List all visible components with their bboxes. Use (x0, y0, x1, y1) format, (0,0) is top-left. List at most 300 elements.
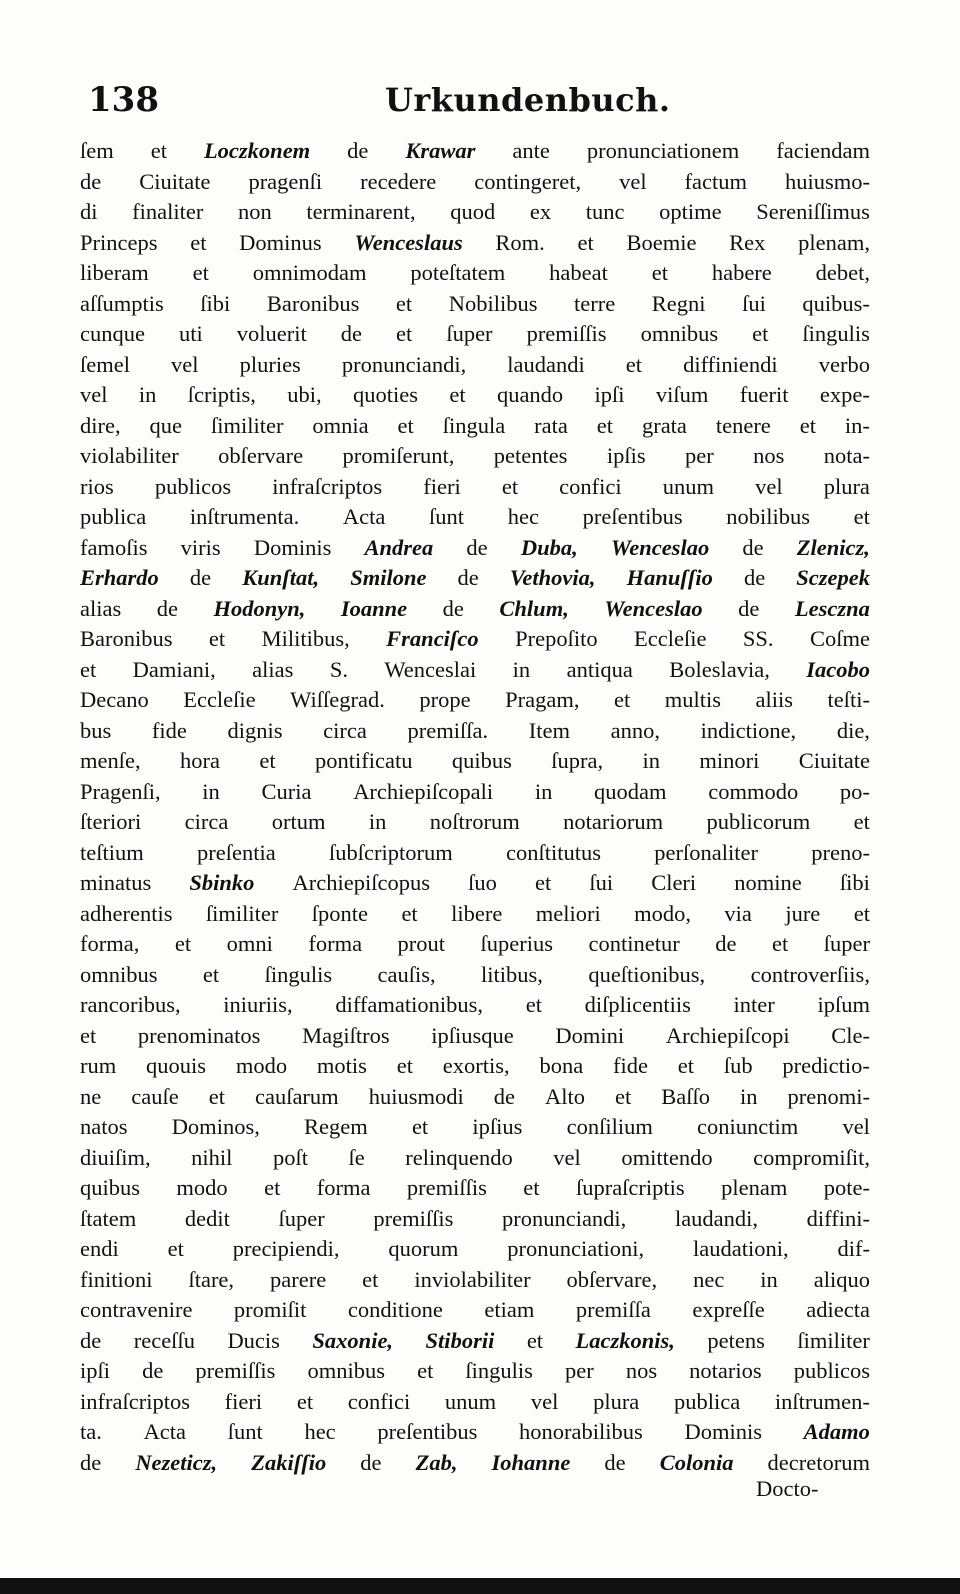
italic-name: Andrea (364, 534, 434, 560)
text-line (80, 197, 870, 228)
word: in (534, 778, 553, 804)
italic-name: Saxonie, (312, 1327, 394, 1353)
word: prenomi- (787, 1083, 870, 1109)
word: et (526, 1327, 544, 1353)
word: tunc (585, 199, 625, 224)
word: exortis, (442, 1053, 510, 1078)
word: Dominos, (171, 1114, 260, 1139)
word: rata (534, 412, 568, 438)
word: pronunciandi, (341, 351, 467, 377)
word: quodam (594, 778, 667, 804)
word: de (142, 1358, 164, 1383)
word: plura (823, 473, 870, 499)
word: ante (512, 138, 550, 163)
word: premiſſa (575, 1297, 651, 1322)
word: de (189, 565, 212, 590)
word: forma (316, 1175, 371, 1200)
word: petentes (493, 443, 568, 468)
word: controverſiis, (750, 961, 870, 987)
text-line (80, 1387, 870, 1418)
word: vel (755, 473, 783, 499)
word: vel (619, 168, 647, 194)
word: nobilibus (726, 504, 811, 529)
word: liberam (80, 260, 149, 285)
word: debet, (815, 260, 870, 285)
word: precipiendi, (232, 1236, 340, 1261)
word: aliis (755, 687, 793, 712)
word: violabiliter (80, 443, 179, 468)
word: per (565, 1358, 594, 1383)
word: ſunt (227, 1419, 263, 1444)
word: de (466, 534, 488, 560)
text-line (80, 1356, 870, 1387)
word: pontificatu (314, 748, 413, 773)
word: infraſcriptos (80, 1388, 190, 1414)
word: ſuper (446, 321, 493, 346)
word: petens (707, 1327, 765, 1353)
running-title: Urkundenbuch. (385, 81, 671, 119)
word: diſplicentiis (584, 992, 691, 1017)
word: et (396, 321, 413, 346)
text-line (80, 685, 870, 716)
word: omittendo (621, 1144, 713, 1170)
scan-bottom-edge (0, 1578, 960, 1594)
word: in (760, 1266, 778, 1292)
word: nec (693, 1266, 725, 1292)
word: viſum (655, 382, 709, 407)
word: confici (559, 473, 622, 499)
word: Regni (651, 290, 706, 316)
text-line (80, 1082, 870, 1113)
word: Boleslavia, (669, 656, 770, 682)
page-header (80, 78, 870, 128)
word: obſervare (218, 443, 304, 468)
word: inſtrumen- (774, 1388, 870, 1414)
word: et (651, 260, 668, 285)
italic-name: Zakiſſio (251, 1449, 327, 1475)
word: huiusmo- (784, 168, 870, 194)
italic-name: Chlum, (499, 595, 569, 621)
italic-name: Wenceslao (610, 534, 710, 560)
word: que (149, 412, 183, 438)
text-line (80, 1143, 870, 1174)
word: grata (641, 412, 687, 438)
word: Dominus (239, 229, 322, 255)
word: Eccleſie (183, 687, 256, 712)
word: et (190, 229, 207, 255)
word: po- (839, 778, 870, 804)
word: omnibus (307, 1358, 386, 1383)
word: inſtrumenta. (189, 504, 300, 529)
word: ipſum (817, 992, 870, 1017)
text-line (80, 258, 870, 289)
word: Regem (304, 1114, 368, 1139)
word: habere (711, 260, 772, 285)
word: adherentis (80, 900, 173, 926)
word: de (80, 1449, 102, 1475)
word: et (417, 1358, 434, 1383)
word: Rex (729, 229, 766, 255)
word: rancoribus, (80, 992, 181, 1017)
word: de (738, 595, 760, 621)
word: in- (844, 412, 870, 438)
word: commodo (708, 778, 799, 804)
word: Curia (261, 778, 312, 804)
word: quibus- (802, 290, 870, 316)
word: inviolabiliter (414, 1266, 531, 1292)
word: ſtare, (188, 1266, 235, 1292)
word: ſuper (823, 931, 870, 956)
word: quando (496, 382, 564, 407)
word: rios (80, 473, 114, 499)
word: plura (593, 1388, 640, 1414)
word: nomine (734, 870, 802, 895)
word: et (534, 870, 552, 895)
word: anno, (610, 717, 660, 743)
word: conſtitutus (506, 839, 601, 865)
page-number: 138 (88, 80, 159, 120)
text-line (80, 624, 870, 655)
text-line (80, 868, 870, 899)
word: et (395, 290, 413, 316)
word: et (362, 1266, 379, 1292)
word: viris (180, 534, 221, 560)
word: et (150, 138, 167, 163)
word: diffini- (806, 1205, 870, 1231)
word: Dominis (684, 1419, 762, 1444)
word: contingeret, (474, 168, 582, 194)
word: et (449, 382, 466, 407)
word: non (237, 199, 272, 224)
text-line (80, 1448, 870, 1479)
word: Rom. (495, 229, 545, 255)
text-line (80, 746, 870, 777)
word: voluerit (236, 321, 307, 346)
word: dedit (184, 1205, 230, 1231)
word: Militibus, (261, 626, 350, 651)
word: Damiani, (132, 656, 216, 682)
word: et (614, 1083, 632, 1109)
word: et (259, 748, 276, 773)
word: aſſumptis (80, 290, 164, 316)
word: ſubſcriptorum (329, 839, 453, 865)
word: alias (252, 656, 294, 682)
word: vel (842, 1114, 870, 1139)
word: Acta (143, 1419, 187, 1444)
italic-name: Sczepek (796, 565, 870, 590)
word: et (192, 260, 209, 285)
word: Ducis (227, 1327, 280, 1353)
word: multis (664, 687, 721, 712)
word: plenam, (798, 229, 870, 255)
word: laudandi (507, 351, 585, 377)
word: minori (699, 748, 760, 773)
italic-name: Nezeticz, (135, 1449, 218, 1475)
word: unum (444, 1388, 497, 1414)
word: Coſme (809, 626, 870, 651)
word: fieri (224, 1388, 263, 1414)
word: Archiepiſcopali (353, 778, 494, 804)
text-line (80, 319, 870, 350)
word: Cleri (651, 870, 697, 895)
word: prope (419, 687, 471, 712)
word: ipſis (606, 443, 646, 468)
word: ſimiliter (210, 412, 284, 438)
word: decretorum (767, 1449, 870, 1475)
italic-name: Stiborii (425, 1327, 495, 1353)
word: ſupra, (551, 748, 604, 773)
word: dire, (80, 412, 121, 438)
word: Wenceslai (384, 656, 477, 682)
word: quorum (388, 1236, 459, 1261)
word: ipſiusque (431, 1022, 514, 1048)
word: ſui (742, 290, 766, 316)
word: expreſſe (692, 1297, 765, 1322)
word: dif- (837, 1236, 870, 1261)
word: ſteriori (80, 809, 142, 834)
word: notarios (689, 1358, 762, 1383)
word: SS. (742, 626, 774, 651)
body-text (80, 136, 870, 1478)
word: faciendam (776, 138, 870, 163)
text-line (80, 807, 870, 838)
italic-name: Zab, (415, 1449, 458, 1475)
word: ta. (80, 1419, 102, 1444)
word: premiſſis (373, 1205, 454, 1231)
italic-name: Wenceslao (604, 595, 703, 621)
word: teſtium (80, 839, 144, 865)
word: de (442, 595, 464, 621)
word: modo (176, 1175, 228, 1200)
word: pronunciationi, (507, 1236, 645, 1261)
word: et (613, 687, 631, 712)
word: Item (528, 717, 570, 743)
text-line (80, 899, 870, 930)
text-line (80, 289, 870, 320)
word: et (596, 412, 614, 438)
word: finitioni (80, 1266, 153, 1292)
word: in (642, 748, 660, 773)
word: fuerit (739, 382, 789, 407)
word: omnibus (80, 961, 158, 987)
word: de (340, 321, 363, 346)
word: et (523, 1175, 540, 1200)
word: de (360, 1449, 382, 1475)
word: litibus, (481, 961, 543, 987)
word: in (739, 1083, 758, 1109)
word: Magiſtros (302, 1022, 390, 1048)
word: et (853, 900, 870, 926)
word: huiusmodi (368, 1083, 464, 1109)
word: rum (80, 1053, 117, 1078)
word: inter (733, 992, 775, 1017)
word: forma (308, 931, 363, 956)
word: cauſis, (377, 961, 436, 987)
word: ortum (271, 809, 326, 834)
word: optime (659, 199, 722, 224)
word: ipſi (80, 1358, 111, 1383)
word: bus (80, 717, 112, 743)
word: continetur (588, 931, 680, 956)
word: publicorum (706, 809, 811, 834)
word: finaliter (132, 199, 204, 224)
word: terminarent, (306, 199, 416, 224)
word: iniuriis, (223, 992, 293, 1017)
word: verbo (818, 351, 870, 377)
word: ſibi (200, 290, 231, 316)
italic-name: Franciſco (386, 626, 479, 651)
word: etiam (484, 1297, 535, 1322)
word: ſem (80, 138, 114, 163)
word: noſtrorum (429, 809, 520, 834)
word: Baſſo (661, 1083, 710, 1109)
word: Pragam, (505, 687, 580, 712)
word: preſentibus (582, 504, 683, 529)
word: circa (184, 809, 229, 834)
text-line (80, 594, 870, 625)
word: et (208, 626, 226, 651)
word: teſti- (827, 687, 870, 712)
word: expe- (819, 382, 870, 407)
word: in (138, 382, 157, 407)
word: Boemie (626, 229, 697, 255)
word: et (525, 992, 542, 1017)
text-line (80, 380, 870, 411)
word: fide (613, 1053, 648, 1078)
word: preno- (811, 839, 870, 865)
word: ſunt (429, 504, 465, 529)
word: et (752, 321, 769, 346)
word: Sereniſſimus (756, 199, 870, 224)
italic-name: Kunſtat, (242, 565, 320, 590)
word: et (501, 473, 519, 499)
word: vel (171, 351, 199, 377)
text-line (80, 136, 870, 167)
text-line (80, 838, 870, 869)
word: Dominis (253, 534, 332, 560)
italic-name: Adamo (803, 1419, 870, 1444)
word: diffamationibus, (335, 992, 484, 1017)
word: in (512, 656, 531, 682)
text-line (80, 1112, 870, 1143)
word: parere (270, 1266, 327, 1292)
word: omnibus (640, 321, 719, 346)
word: Domini (555, 1022, 625, 1048)
text-line (80, 1265, 870, 1296)
word: quibus (80, 1175, 141, 1200)
word: Pragenſi, (80, 778, 161, 804)
italic-name: Hanuſſio (626, 565, 713, 590)
word: Decano (80, 687, 149, 712)
text-line (80, 472, 870, 503)
word: ne (80, 1083, 102, 1109)
italic-name: Ioanne (340, 595, 408, 621)
word: ſemel (80, 351, 130, 377)
word: notariorum (563, 809, 664, 834)
italic-name: Laczkonis, (575, 1327, 675, 1353)
word: et (264, 1175, 281, 1200)
word: ſingulis (264, 961, 333, 987)
word: Princeps (80, 229, 158, 255)
word: per (684, 443, 714, 468)
word: terre (574, 290, 616, 316)
word: modo, (634, 900, 691, 926)
word: fieri (423, 473, 461, 499)
word: omni (226, 931, 273, 956)
word: Prepoſito (515, 626, 598, 651)
italic-name: Hodonyn, (213, 595, 306, 621)
word: S. (329, 656, 348, 682)
word: de (715, 931, 737, 956)
word: ſingula (442, 412, 506, 438)
word: de (604, 1449, 626, 1475)
word: ſcriptis, (187, 382, 256, 407)
word: et (80, 656, 97, 682)
word: Baronibus (266, 290, 360, 316)
word: premiſſis (406, 1175, 487, 1200)
word: ipſius (472, 1114, 523, 1139)
word: Eccleſie (634, 626, 707, 651)
word: quoties (352, 382, 418, 407)
word: hec (507, 504, 539, 529)
word: modo (235, 1053, 288, 1078)
word: Archiepiſcopus (292, 870, 430, 895)
word: pronunciandi, (501, 1205, 627, 1231)
word: alias (80, 595, 122, 621)
word: coniunctim (697, 1114, 799, 1139)
word: laudationi, (693, 1236, 789, 1261)
word: quouis (146, 1053, 207, 1078)
word: et (401, 900, 418, 926)
word: endi (80, 1236, 119, 1261)
word: confici (347, 1388, 411, 1414)
word: et (80, 1022, 97, 1048)
word: et (677, 1053, 695, 1078)
word: Baronibus (80, 626, 173, 651)
word: predictio- (782, 1053, 870, 1078)
word: ſimiliter (797, 1327, 870, 1353)
word: contravenire (80, 1297, 193, 1322)
word: promiſit (233, 1297, 307, 1322)
word: de (156, 595, 178, 621)
word: et (397, 412, 414, 438)
word: et (208, 1083, 225, 1109)
word: in (368, 809, 387, 834)
word: de (457, 565, 479, 590)
text-line (80, 777, 870, 808)
italic-name: Iacobo (806, 656, 870, 682)
text-line (80, 929, 870, 960)
text-line (80, 228, 870, 259)
word: ex (529, 199, 552, 224)
text-line (80, 502, 870, 533)
word: minatus (80, 870, 152, 895)
word: conditione (347, 1297, 443, 1322)
word: jure (785, 900, 821, 926)
word: fide (151, 717, 187, 743)
word: habeat (549, 260, 608, 285)
word: aliquo (813, 1266, 870, 1292)
word: pluries (239, 351, 301, 377)
word: pronunciationem (586, 138, 740, 163)
text-line (80, 1417, 870, 1448)
word: vel (553, 1144, 581, 1170)
word: premiſſis (195, 1358, 276, 1383)
word: de (80, 1327, 102, 1353)
italic-name: Zlenicz, (796, 534, 870, 560)
word: preſentibus (377, 1419, 478, 1444)
text-line (80, 167, 870, 198)
